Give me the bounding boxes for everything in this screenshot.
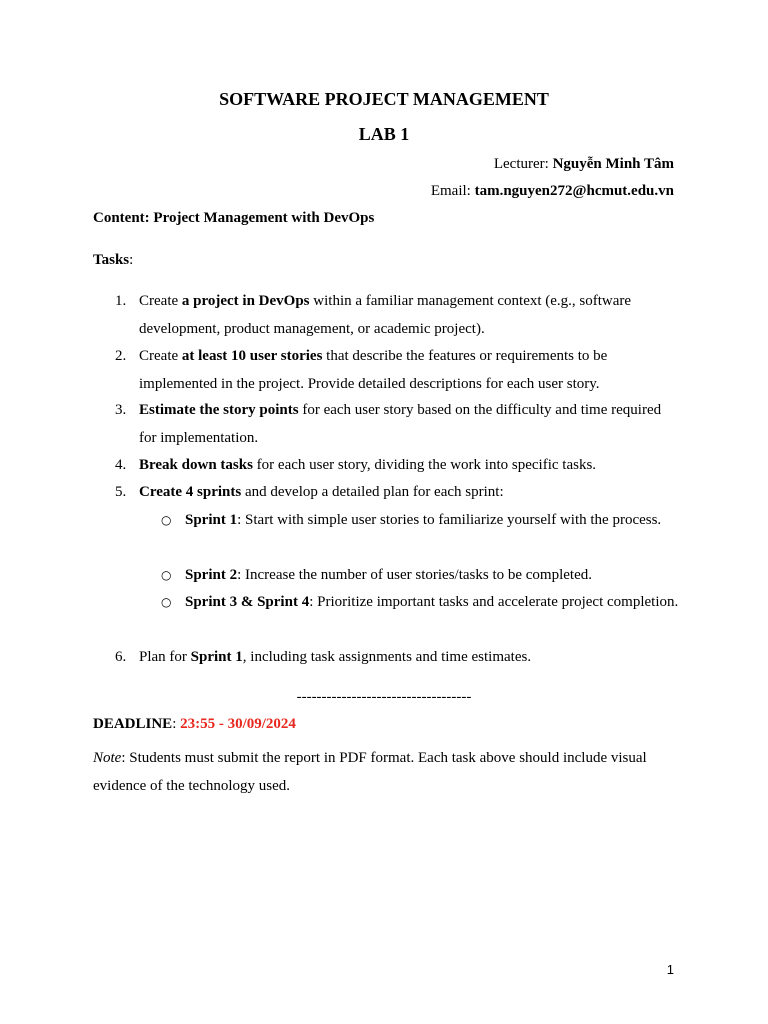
lab-number: LAB 1 [358,124,410,144]
task-item-6 [115,644,679,672]
lecturer-name: Nguyễn Minh Tâm [552,156,674,172]
task-number: 2. [115,348,127,364]
task-item-3 [115,397,679,452]
sprint-item-2 [161,562,685,590]
sprint-name: Sprint 3 & Sprint 4 [185,594,310,610]
tasks-colon: : [129,252,134,268]
circle-bullet-icon: ○ [161,595,172,609]
circle-bullet-icon: ○ [161,513,172,527]
task-text-post: for each user story, dividing the work into specific tasks. [252,457,597,473]
email-address: tam.nguyen272@hcmut.edu.vn [474,183,674,199]
task-text-post: that describe the features or requirements to be implemented in the project. Provide detailed descriptions for each user story. [139,348,608,392]
task-number: 6. [115,649,127,665]
circle-bullet-icon: ○ [161,568,172,582]
note-text: : Students must submit the report in PDF format. Each task above should include visual evidence of the technology used. [93,750,647,794]
document-title: SOFTWARE PROJECT MANAGEMENT [219,89,549,109]
lecturer-label: Lecturer: [493,156,553,172]
note-paragraph [93,744,683,800]
deadline-line [93,716,296,733]
task-text-bold: at least 10 user stories [181,348,323,364]
lecturer-line [494,156,674,173]
page-number: 1 [666,962,674,977]
task-text-post: within a familiar management context (e.g., software development, product management, or academic project). [139,293,632,337]
task-number: 5. [115,484,127,500]
task-text-post: , including task assignments and time estimates. [242,649,532,665]
email-label: Email: [430,183,475,199]
task-item-5 [115,479,679,507]
task-text-bold: Estimate the story points [139,402,299,418]
email-line [431,183,674,200]
task-text-post: and develop a detailed plan for each sprint: [241,484,504,500]
task-text-bold: Sprint 1 [190,649,243,665]
task-text-post: for each user story based on the difficulty and time required for implementation. [139,402,662,446]
deadline-colon: : [172,716,181,732]
sprint-description: : Increase the number of user stories/tasks to be completed. [237,567,592,583]
sprint-description: : Start with simple user stories to familiarize yourself with the process. [237,512,662,528]
task-text-bold: a project in DevOps [181,293,310,309]
tasks-label: Tasks [93,252,130,268]
separator-line: ----------------------------------- [296,689,472,705]
task-number: 3. [115,402,127,418]
task-text-pre: Create [139,348,182,364]
task-item-2 [115,343,679,398]
task-text-bold: Create 4 sprints [139,484,242,500]
content-heading: Content: Project Management with DevOps [93,210,375,226]
deadline-label: DEADLINE [93,716,173,732]
task-number: 1. [115,293,127,309]
deadline-value: 23:55 - 30/09/2024 [180,716,296,732]
task-item-4 [115,452,679,480]
note-label: Note [93,750,122,766]
sprint-name: Sprint 1 [185,512,238,528]
sprint-description: : Prioritize important tasks and accelerate project completion. [309,594,679,610]
task-text-bold: Break down tasks [139,457,253,473]
sprint-name: Sprint 2 [185,567,238,583]
task-text-pre: Create [139,293,182,309]
task-number: 4. [115,457,127,473]
task-item-1 [115,288,679,343]
task-text-pre: Plan for [139,649,191,665]
sprint-item-1 [161,507,685,535]
tasks-heading [93,252,133,269]
sprint-item-3 [161,589,685,617]
